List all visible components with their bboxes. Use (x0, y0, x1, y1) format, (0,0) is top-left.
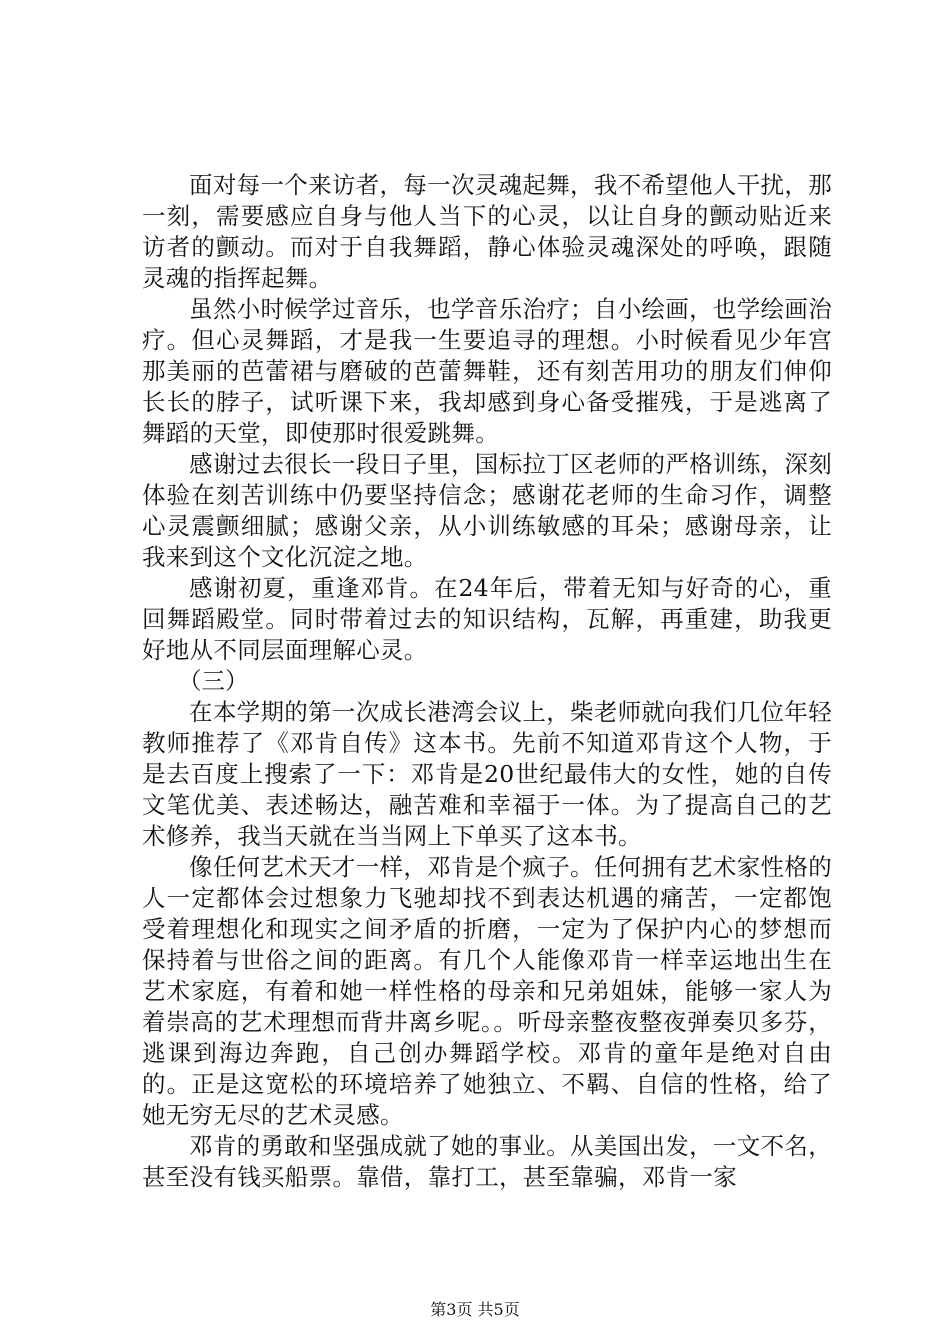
paragraph: 像任何艺术天才一样，邓肯是个疯子。任何拥有艺术家性格的人一定都体会过想象力飞驰却找不到表达机遇的痛苦，一定都饱受着理想化和现实之间矛盾的折磨，一定为了保护内心的梦想而保持着与世俗之间的距离。有几个人能像邓肯一样幸运地出生在艺术家庭，有着和她一样性格的母亲和兄弟姐妹，能够一家人为着崇高的艺术理想而背井离乡呢。。听母亲整夜整夜弹奏贝多芬，逃课到海边奔跑，自己创办舞蹈学校。邓肯的童年是绝对自由的。正是这宽松的环境培养了她独立、不羁、自信的性格，给了她无穷无尽的艺术灵感。 (142, 853, 832, 1129)
paragraph: 感谢过去很长一段日子里，国标拉丁区老师的严格训练，深刻体验在刻苦训练中仍要坚持信念；感谢花老师的生命习作，调整心灵震颤细腻；感谢父亲，从小训练敏感的耳朵；感谢母亲，让我来到这个文化沉淀之地。 (142, 450, 832, 571)
paragraph: 面对每一个来访者，每一次灵魂起舞，我不希望他人干扰，那一刻，需要感应自身与他人当下的心灵，以让自身的颤动贴近来访者的颤动。而对于自我舞蹈，静心体验灵魂深处的呼唤，跟随灵魂的指挥起舞。 (142, 171, 832, 292)
section-heading: （三） (178, 667, 249, 695)
body-text (142, 170, 832, 1193)
paragraph: 邓肯的勇敢和坚强成就了她的事业。从美国出发，一文不名，甚至没有钱买船票。靠借，靠打工，甚至靠骗，邓肯一家 (142, 1132, 832, 1191)
paragraph: 感谢初夏，重逢邓肯。在24年后，带着无知与好奇的心，重回舞蹈殿堂。同时带着过去的知识结构，瓦解，再重建，助我更好地从不同层面理解心灵。 (142, 574, 832, 664)
page-number-footer: 第3页 共5页 (430, 1300, 520, 1319)
paragraph: 在本学期的第一次成长港湾会议上，柴老师就向我们几位年轻教师推荐了《邓肯自传》这本书。先前不知道邓肯这个人物，于是去百度上搜索了一下：邓肯是20世纪最伟大的女性，她的自传文笔优美、表述畅达，融苦难和幸福于一体。为了提高自己的艺术修养，我当天就在当当网上下单买了这本书。 (142, 698, 832, 850)
paragraph: 虽然小时候学过音乐，也学音乐治疗；自小绘画，也学绘画治疗。但心灵舞蹈，才是我一生要追寻的理想。小时候看见少年宫那美丽的芭蕾裙与磨破的芭蕾舞鞋，还有刻苦用功的朋友们伸仰长长的脖子，试听课下来，我却感到身心备受摧残，于是逃离了舞蹈的天堂，即使那时很爱跳舞。 (142, 295, 832, 447)
